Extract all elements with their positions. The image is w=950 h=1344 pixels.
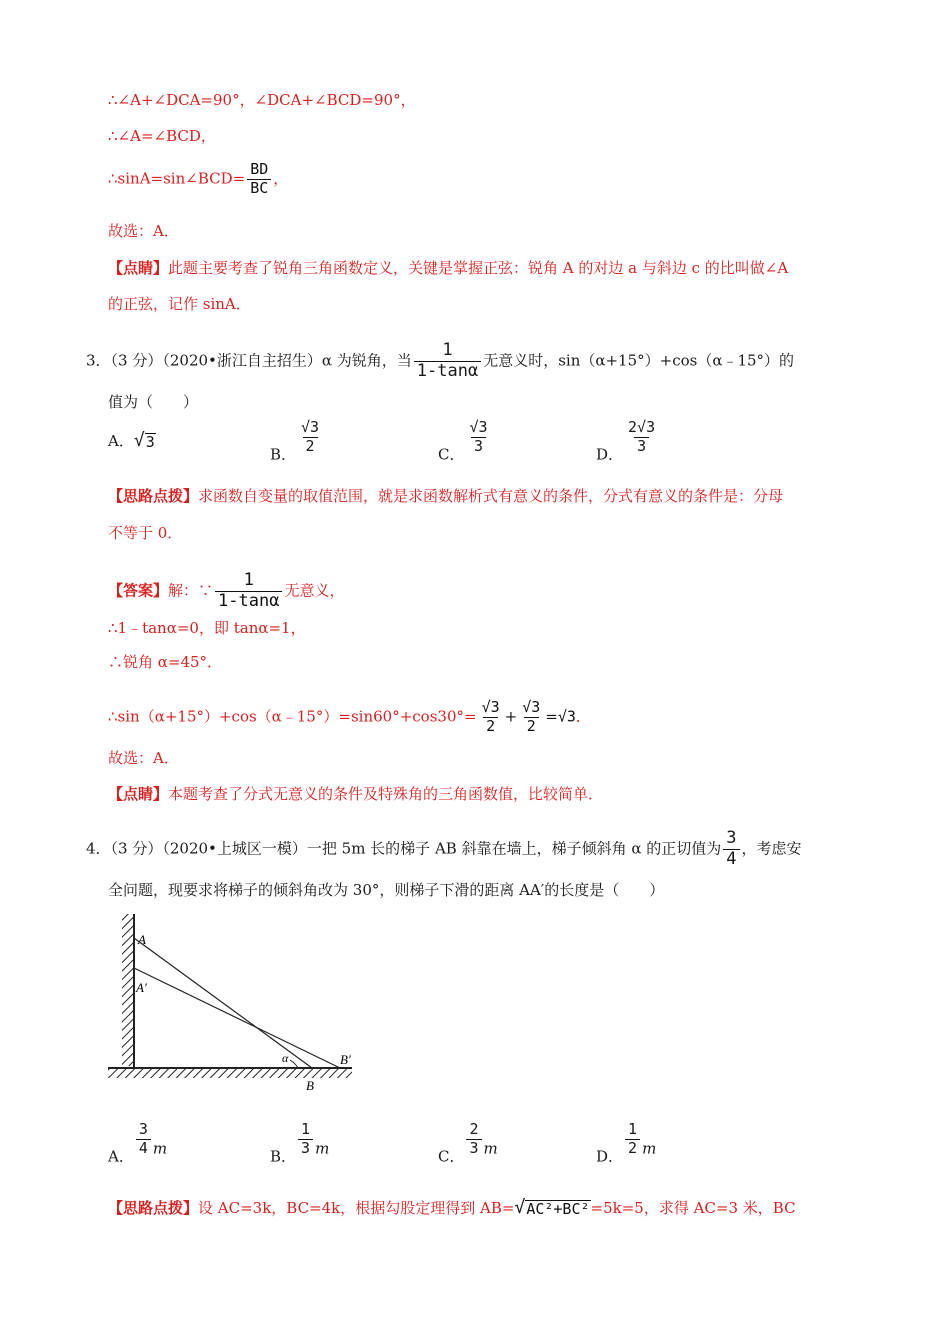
question-number: 3．: [86, 351, 111, 370]
sol2-choose: 故选：A．: [108, 222, 179, 240]
ladder-a-prime-b-prime: [134, 968, 340, 1068]
comment-tag: 【点睛】: [108, 785, 169, 803]
q4-stem: 4．（3 分）（2020•上城区一模）一把 5m 长的梯子 AB 斜靠在墙上，梯子倾斜角 α 的正切值为 $\frac{3}{4}$ ，考虑安: [86, 828, 802, 869]
hint-tag: 【思路点拨】: [108, 1199, 199, 1217]
label-b-prime: B′: [340, 1052, 351, 1067]
sol2-line2: ∴∠A=∠BCD，: [108, 127, 216, 145]
q3-answer: 【答案】解：∵ $\frac{1}{1-\tan\alpha}$ 无意义，: [108, 570, 345, 611]
ladder-figure: [104, 912, 360, 1096]
q3-option-d[interactable]: D． $\frac{2√3}{3}$: [596, 418, 656, 464]
q3-option-a[interactable]: A． √ 3: [108, 430, 155, 451]
hint-tag: 【思路点拨】: [108, 487, 199, 505]
q4-option-b[interactable]: B． $\frac{1}{3}$ m: [270, 1120, 330, 1166]
q3-option-c[interactable]: C． $\frac{√3}{3}$: [438, 418, 488, 464]
q3-step1: ∴1﹣tanα=0，即 tanα=1，: [108, 619, 306, 637]
label-alpha: α: [282, 1051, 289, 1065]
bd-over-bc-fraction: $\frac{BD}{BC}$: [247, 162, 271, 197]
comment-tag: 【点睛】: [108, 259, 169, 277]
q3-hint-cont: 不等于 0．: [108, 524, 183, 542]
label-a: A: [138, 932, 146, 947]
q3-stem: 3．（3 分）（2020•浙江自主招生）α 为锐角，当 $\frac{1}{1-\tan\alpha}$ 无意义时，sin（α+15°）+cos（α﹣15°）的: [86, 340, 795, 381]
q4-option-c[interactable]: C． $\frac{2}{3}$ m: [438, 1120, 498, 1166]
ground-hatch: [108, 1068, 352, 1078]
q3-step2: ∴锐角 α=45°．: [108, 653, 223, 671]
q3-step3: ∴sin（α+15°）+cos（α﹣15°）=sin60°+cos30°= $\frac{√3}{2}$ + $\frac{√3}{2}$ =√3．: [108, 698, 591, 735]
label-a-prime: A′: [136, 980, 147, 995]
q4-option-d[interactable]: D． $\frac{1}{2}$ m: [596, 1120, 657, 1166]
q3-option-b[interactable]: B． $\frac{√3}{2}$: [270, 418, 320, 464]
wall-hatch: [122, 914, 134, 1066]
sol2-comment-cont: 的正弦，记作 sinA．: [108, 295, 251, 313]
answer-tag: 【答案】: [108, 581, 169, 600]
sol2-line3: ∴sinA=sin∠BCD= $\frac{BD}{BC}$ ，: [108, 160, 289, 197]
question-number: 4．: [86, 839, 111, 858]
q3-choose: 故选：A．: [108, 749, 179, 767]
q3-comment: 【点睛】本题考查了分式无意义的条件及特殊角的三角函数值，比较简单．: [108, 785, 604, 803]
ladder-ab: [134, 938, 312, 1068]
label-b: B: [306, 1078, 314, 1093]
q4-stem-cont: 全问题，现要求将梯子的倾斜角改为 30°，则梯子下滑的距离 AA′的长度是（ ）: [108, 881, 665, 899]
q4-option-a[interactable]: A． $\frac{3}{4}$ m: [108, 1120, 168, 1166]
sqrt-symbol: √ 3: [133, 430, 155, 451]
q3-hint: 【思路点拨】求函数自变量的取值范围，就是求函数解析式有意义的条件，分式有意义的条件是：分母: [108, 487, 784, 505]
q4-hint: 【思路点拨】设 AC=3k，BC=4k，根据勾股定理得到 AB= √ AC²+BC² =5k=5，求得 AC=3 米，BC: [108, 1197, 796, 1218]
q3-stem-cont: 值为（ ）: [108, 393, 199, 411]
angle-arc: [290, 1060, 298, 1068]
q3-fraction: $\frac{1}{1-\tan\alpha}$: [414, 342, 481, 381]
sol2-comment: 【点睛】此题主要考查了锐角三角函数定义，关键是掌握正弦：锐角 A 的对边 a 与斜边 c 的比叫做∠A: [108, 259, 789, 277]
sol2-line1: ∴∠A+∠DCA=90°，∠DCA+∠BCD=90°，: [108, 91, 416, 109]
sqrt-expression: √ AC²+BC²: [514, 1197, 590, 1218]
